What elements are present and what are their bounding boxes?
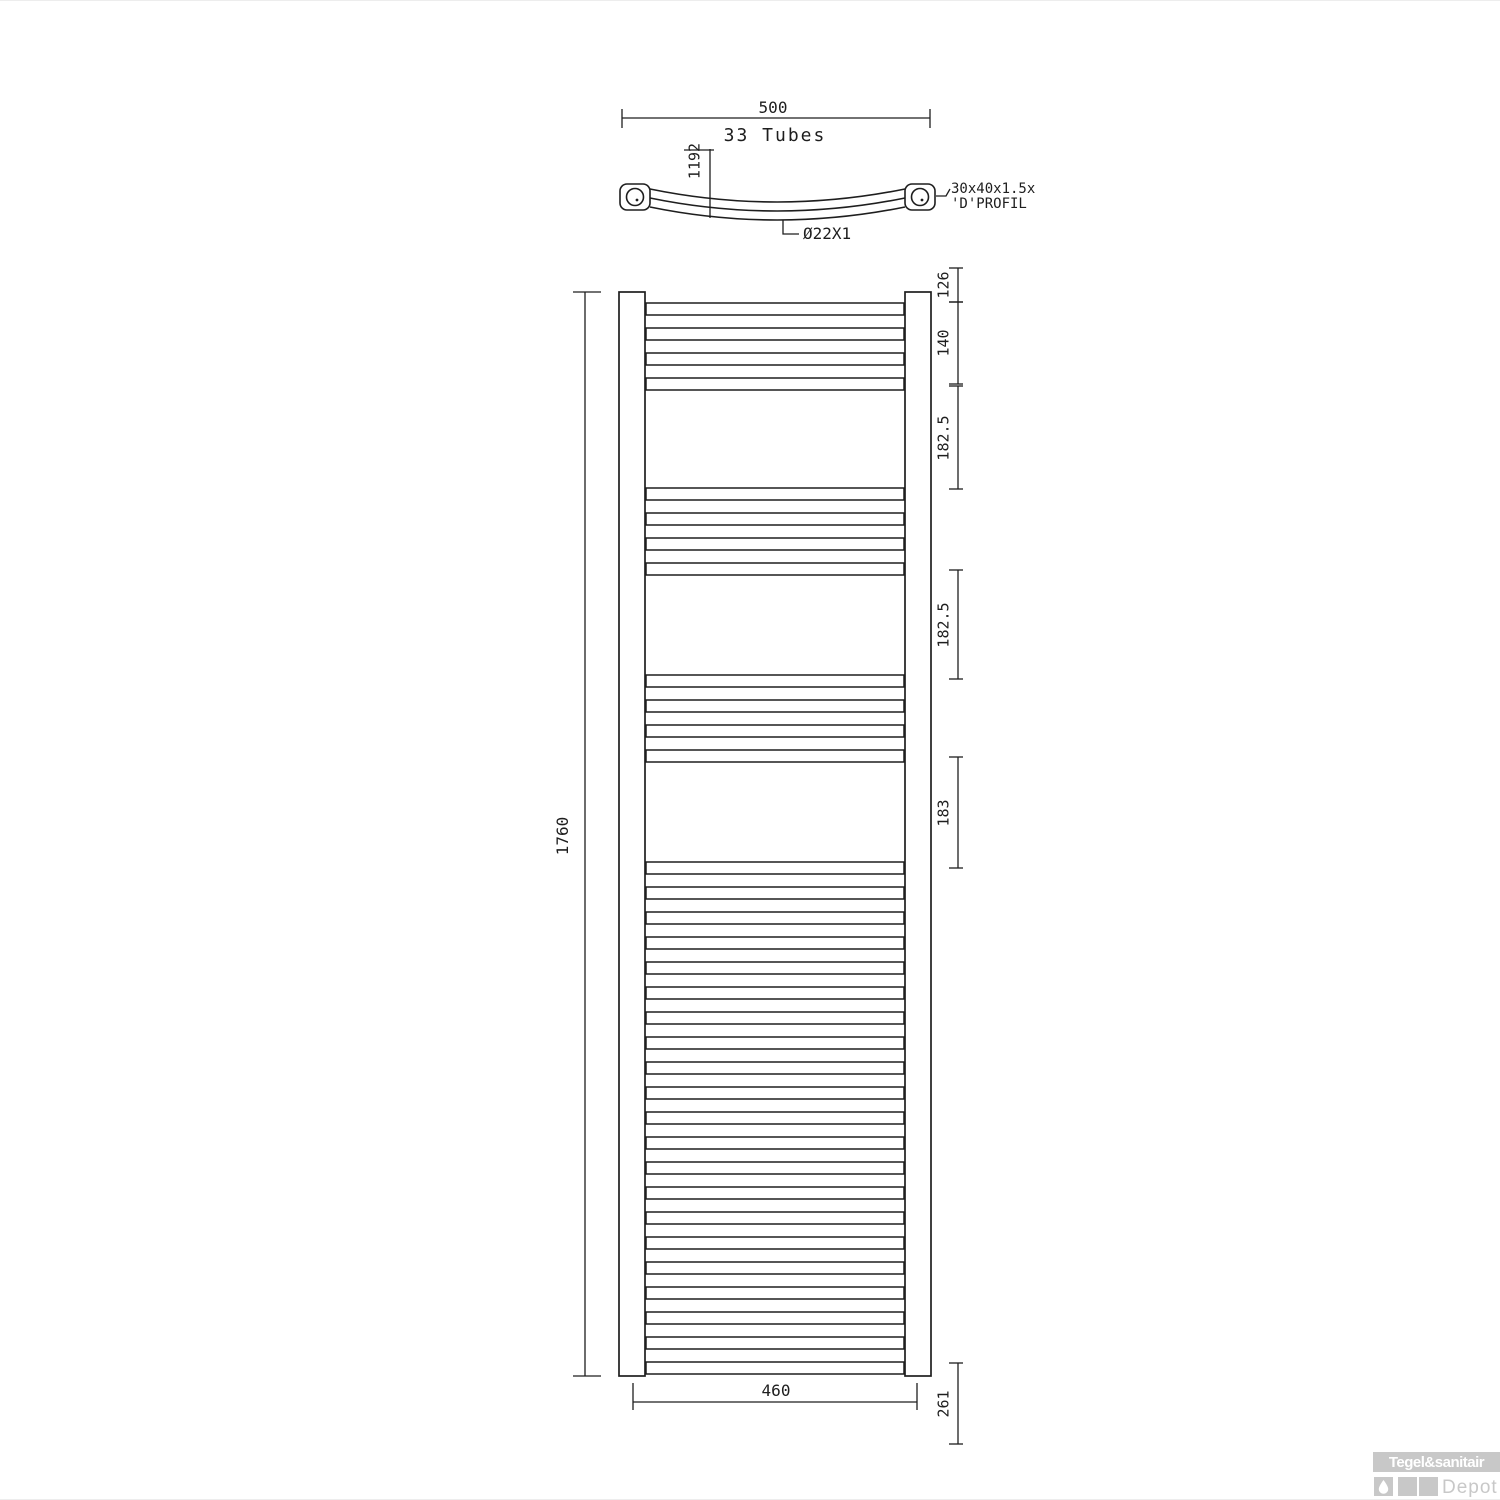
dimension-label-right: 183	[934, 798, 953, 827]
tube-row	[646, 987, 904, 999]
tube-row	[646, 1037, 904, 1049]
tube-row	[646, 488, 904, 500]
dim-label-curve-1192: 1192	[685, 142, 704, 180]
tube-row	[646, 1162, 904, 1174]
tube-row	[646, 700, 904, 712]
left-bracket	[620, 184, 650, 210]
tube-row	[646, 1262, 904, 1274]
tube-row	[646, 1312, 904, 1324]
dimension-label-right: 182.5	[934, 601, 953, 648]
tube-row	[646, 303, 904, 315]
tube-row	[646, 912, 904, 924]
tube-row	[646, 1137, 904, 1149]
profile-leader	[936, 189, 950, 196]
tube-row	[646, 1237, 904, 1249]
dim-label-width-500: 500	[758, 98, 788, 117]
curved-tube-profile	[650, 189, 905, 220]
right-rail	[905, 292, 931, 1376]
tube-row	[646, 1337, 904, 1349]
tube-rows	[646, 303, 904, 1374]
dimension-label-right: 140	[934, 329, 953, 357]
tube-row	[646, 675, 904, 687]
tube-row	[646, 1112, 904, 1124]
logo-brand-text: Tegel&sanitair	[1388, 1453, 1485, 1471]
profile-spec-line2: 'D'PROFIL	[951, 196, 1027, 212]
tube-row	[646, 862, 904, 874]
tube-row	[646, 1062, 904, 1074]
tubes-count-label: 33 Tubes	[723, 125, 827, 146]
tube-row	[646, 563, 904, 575]
tube-row	[646, 328, 904, 340]
tube-diameter-label: Ø22X1	[803, 224, 852, 243]
tube-row	[646, 378, 904, 390]
tube-row	[646, 513, 904, 525]
tube-row	[646, 887, 904, 899]
dim-label-height-1760: 1760	[553, 816, 572, 856]
tube-row	[646, 725, 904, 737]
logo-droplet-square	[1374, 1477, 1393, 1496]
logo-square-3	[1419, 1477, 1438, 1496]
logo-sub-text: Depot	[1442, 1477, 1498, 1498]
front-view	[573, 268, 963, 1444]
profile-spec-line1: 30x40x1.5x	[951, 181, 1036, 197]
brand-logo	[1373, 1452, 1500, 1500]
dimension-label-right: 261	[934, 1389, 953, 1418]
dimension-label-right: 182.5	[934, 414, 953, 461]
tube-row	[646, 750, 904, 762]
tube-row	[646, 962, 904, 974]
left-rail	[619, 292, 645, 1376]
logo-banner	[1373, 1452, 1500, 1472]
tube-row	[646, 1012, 904, 1024]
tube-row	[646, 1362, 904, 1374]
tube-row	[646, 538, 904, 550]
tube-row	[646, 937, 904, 949]
logo-square-2	[1398, 1477, 1417, 1496]
droplet-icon	[1374, 1477, 1393, 1496]
tube-row	[646, 1187, 904, 1199]
right-bracket	[905, 184, 935, 210]
tube-row	[646, 1212, 904, 1224]
dim-label-bottom-width-460: 460	[761, 1381, 791, 1400]
tube-row	[646, 353, 904, 365]
tube-row	[646, 1087, 904, 1099]
dimension-label-right: 126	[934, 271, 953, 299]
dim-1760-line	[573, 292, 601, 1376]
tube-row	[646, 1287, 904, 1299]
tube-diameter-leader	[783, 220, 799, 234]
